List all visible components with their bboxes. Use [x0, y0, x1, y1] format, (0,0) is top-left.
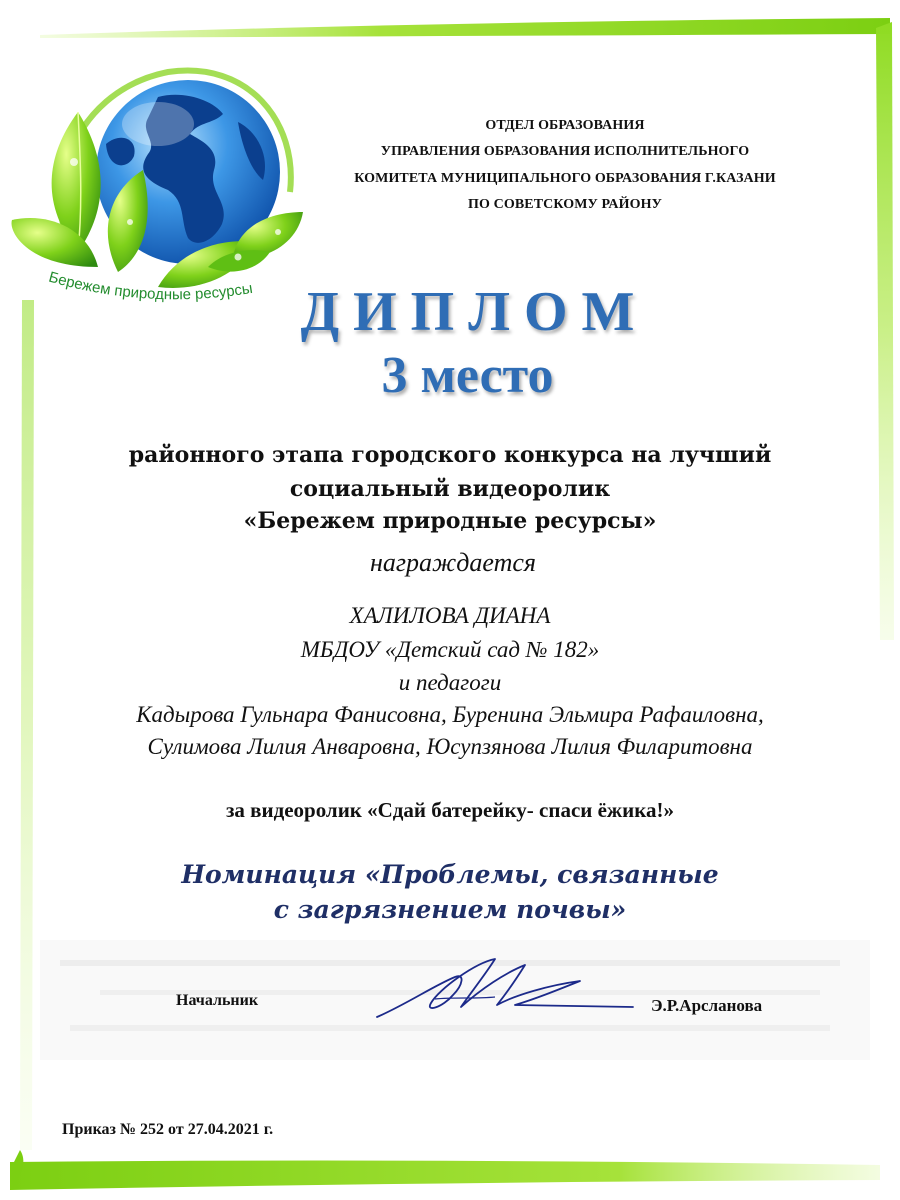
logo-caption: Бережем природные ресурсы — [46, 268, 254, 304]
awarded-label: награждается — [370, 548, 536, 577]
nomination-line-2: с загрязнением почвы» — [273, 895, 627, 924]
header-line-2: УПРАВЛЕНИЯ ОБРАЗОВАНИЯ ИСПОЛНИТЕЛЬНОГО — [380, 144, 750, 159]
contest-line-1: районного этапа городского конкурса на лучший — [128, 442, 772, 468]
video-title: за видеоролик «Сдай батерейку- спаси ёжика!» — [225, 798, 675, 822]
teachers-line-1: Кадырова Гульнара Фанисовна, Буренина Эльмира Рафаиловна, — [136, 702, 764, 727]
diploma-title: Д И П Л О М — [300, 281, 635, 343]
header-line-4: ПО СОВЕТСКОМУ РАЙОНУ — [468, 197, 662, 212]
signatory-position: Начальник — [176, 992, 259, 1009]
recipient-name: ХАЛИЛОВА ДИАНА — [349, 603, 551, 628]
header-line-3: КОМИТЕТА МУНИЦИПАЛЬНОГО ОБРАЗОВАНИЯ Г.КАЗАНИ — [354, 171, 776, 186]
signatory-name: Э.Р.Арсланова — [651, 996, 763, 1015]
contest-line-2: социальный видеоролик — [289, 476, 611, 502]
signature-scribble — [365, 955, 640, 1027]
contest-line-3: «Бережем природные ресурсы» — [243, 508, 657, 534]
header-line-1: ОТДЕЛ ОБРАЗОВАНИЯ — [485, 118, 645, 133]
place-title: 3 место — [381, 347, 554, 404]
and-teachers: и педагоги — [398, 670, 502, 695]
recipient-institution: МБДОУ «Детский сад № 182» — [300, 637, 600, 662]
order-reference: Приказ № 252 от 27.04.2021 г. — [62, 1121, 274, 1138]
teachers-line-2: Сулимова Лилия Анваровна, Юсупзянова Лилия Филаритовна — [147, 734, 753, 759]
nomination-line-1: Номинация «Проблемы, связанные — [181, 860, 719, 889]
